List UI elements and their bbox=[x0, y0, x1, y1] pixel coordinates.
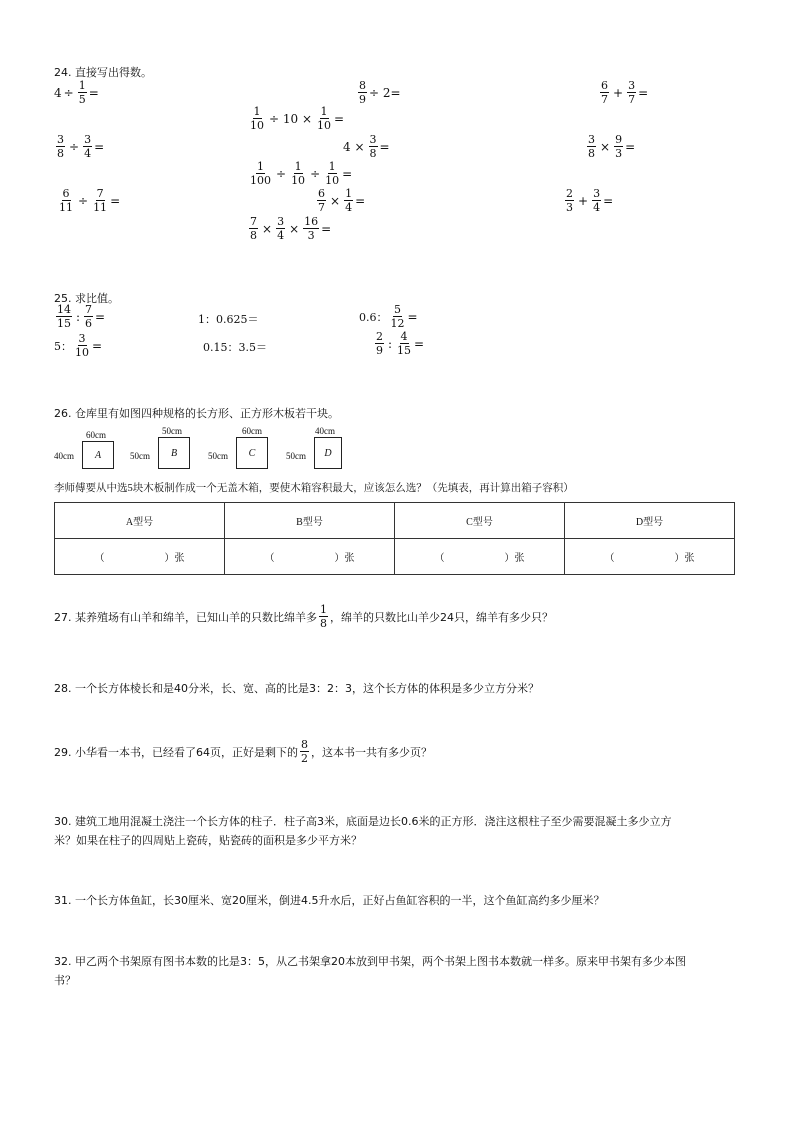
q24-expr-10: $\frac{6}{7}$ × $\frac{1}{4}$ = bbox=[318, 187, 366, 214]
q25-expr-1: $\frac{14}{15}$ : $\frac{7}{6}$ = bbox=[57, 303, 106, 330]
answer-cell-c[interactable]: （ ）张 bbox=[395, 539, 565, 575]
q26-table bbox=[54, 502, 735, 575]
board-b: B bbox=[158, 437, 190, 469]
q25-expr-4: 5： $\frac{3}{10}$ = bbox=[54, 332, 103, 359]
q29: 29. 小华看一本书，已经看了64页，正好是剩下的 $\frac{8}{2}$ ，这本书一共有多少页？ bbox=[54, 738, 432, 765]
board-a: A bbox=[82, 441, 114, 469]
board-c-side-label: 50cm bbox=[208, 451, 228, 461]
q24-expr-1: 4 ÷ $\frac{1}{5}$ = bbox=[54, 79, 99, 106]
board-c: C bbox=[236, 437, 268, 469]
board-b-top-label: 50cm bbox=[162, 426, 182, 436]
header-c: C型号 bbox=[395, 503, 565, 539]
table-header-row bbox=[55, 503, 735, 539]
q30-line-1: 30. 建筑工地用混凝土浇注一个长方体的柱子．柱子高3米，底面是边长0.6米的正方形．浇注这根柱子至少需要混凝土多少立方 bbox=[54, 815, 672, 828]
q25-expr-3: 0.6： $\frac{5}{12}$ = bbox=[359, 303, 418, 330]
q26-description: 李师傅要从中选5块木板制作成一个无盖木箱，要使木箱容积最大，应该怎么选？（先填表，再计算出箱子容积） bbox=[54, 483, 574, 494]
board-d-side-label: 50cm bbox=[286, 451, 306, 461]
q24-expr-11: $\frac{2}{3}$ + $\frac{3}{4}$ = bbox=[566, 187, 614, 214]
board-d-top-label: 40cm bbox=[315, 426, 335, 436]
board-d: D bbox=[314, 437, 342, 469]
q25-expr-6: $\frac{2}{9}$ : $\frac{4}{15}$ = bbox=[376, 330, 425, 357]
q31: 31. 一个长方体鱼缸，长30厘米、宽20厘米，倒进4.5升水后，正好占鱼缸容积的一半，这个鱼缸高约多少厘米？ bbox=[54, 894, 605, 907]
q24-expr-5: $\frac{3}{8}$ ÷ $\frac{3}{4}$ = bbox=[57, 133, 105, 160]
q30-line-2: 米？如果在柱子的四周贴上瓷砖，贴瓷砖的面积是多少平方米？ bbox=[54, 834, 362, 847]
q24-expr-7: $\frac{3}{8}$ × $\frac{9}{3}$ = bbox=[588, 133, 636, 160]
q26-title: 26. 仓库里有如图四种规格的长方形、正方形木板若干块。 bbox=[54, 407, 339, 420]
answer-cell-a[interactable]: （ ）张 bbox=[55, 539, 225, 575]
board-a-side-label: 40cm bbox=[54, 451, 74, 461]
board-b-side-label: 50cm bbox=[130, 451, 150, 461]
q24-expr-3: $\frac{6}{7}$ + $\frac{3}{7}$ = bbox=[601, 79, 649, 106]
header-a: A型号 bbox=[55, 503, 225, 539]
q28: 28. 一个长方体棱长和是40分米，长、宽、高的比是3：2：3，这个长方体的体积是多少立方分米？ bbox=[54, 682, 539, 695]
q24-expr-9: $\frac{6}{11}$ ÷ $\frac{7}{11}$ = bbox=[59, 187, 121, 214]
header-b: B型号 bbox=[225, 503, 395, 539]
table-row bbox=[55, 539, 735, 575]
q25-title: 25. 求比值。 bbox=[54, 292, 119, 305]
header-d: D型号 bbox=[565, 503, 735, 539]
q24-expr-4: $\frac{1}{10}$ ÷ 10 × $\frac{1}{10}$ = bbox=[250, 105, 345, 132]
q24-expr-2: $\frac{8}{9}$ ÷ 2= bbox=[359, 79, 401, 106]
answer-cell-b[interactable]: （ ）张 bbox=[225, 539, 395, 575]
q24-expr-6: 4 × $\frac{3}{8}$ = bbox=[343, 133, 390, 160]
q24-expr-12: $\frac{7}{8}$ × $\frac{3}{4}$ × $\frac{16}{3}$ = bbox=[250, 215, 332, 242]
answer-cell-d[interactable]: （ ）张 bbox=[565, 539, 735, 575]
q32-line-2: 书？ bbox=[54, 974, 76, 987]
board-a-top-label: 60cm bbox=[86, 430, 106, 440]
q32-line-1: 32. 甲乙两个书架原有图书本数的比是3：5，从乙书架拿20本放到甲书架，两个书架上图书本数就一样多。原来甲书架有多少本图 bbox=[54, 955, 686, 968]
q24-expr-8: $\frac{1}{100}$ ÷ $\frac{1}{10}$ ÷ $\frac{1}{10}$ = bbox=[250, 160, 353, 187]
q24-title: 24. 直接写出得数。 bbox=[54, 66, 152, 79]
q25-expr-5: 0.15：3.5＝ bbox=[203, 341, 267, 354]
q25-expr-2: 1：0.625＝ bbox=[198, 313, 259, 326]
board-c-top-label: 60cm bbox=[242, 426, 262, 436]
q27: 27. 某养殖场有山羊和绵羊，已知山羊的只数比绵羊多 $\frac{1}{8}$ ，绵羊的只数比山羊少24只，绵羊有多少只？ bbox=[54, 603, 553, 630]
